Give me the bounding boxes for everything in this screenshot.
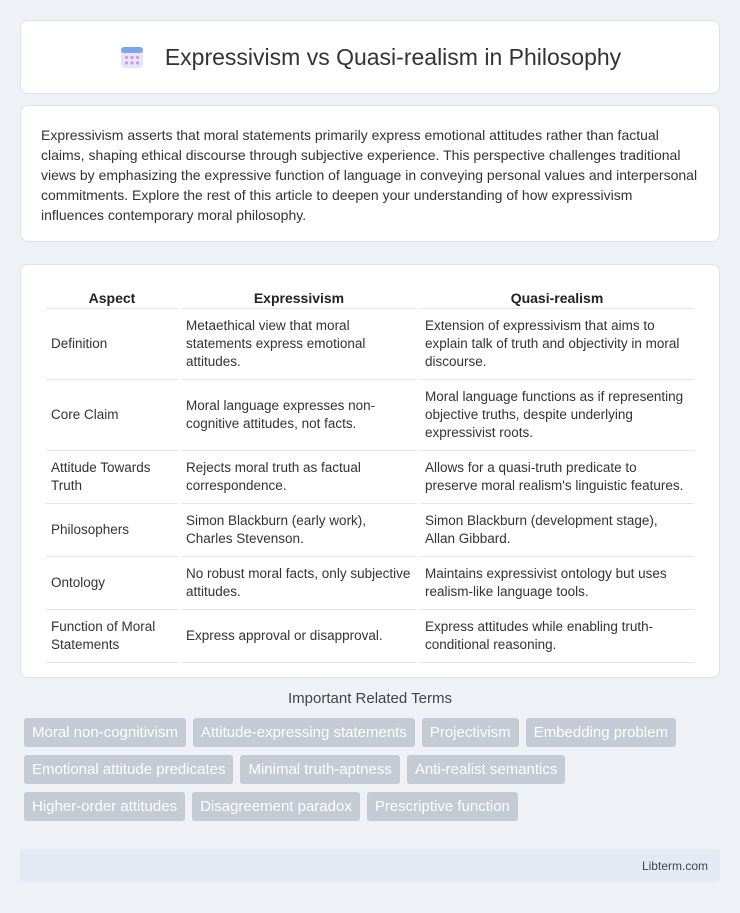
page-title: Expressivism vs Quasi-realism in Philosophy (164, 43, 622, 70)
column-header: Aspect (46, 285, 178, 309)
column-header: Quasi-realism (420, 285, 694, 309)
related-term-tag[interactable]: Embedding problem (526, 718, 676, 747)
table-cell: Allows for a quasi-truth predicate to preserve moral realism's linguistic features. (420, 451, 694, 504)
table-cell: Express approval or disapproval. (181, 610, 417, 663)
footer-site-link[interactable]: Libterm.com (641, 859, 708, 873)
table-cell: Ontology (46, 557, 178, 610)
table-row (46, 610, 694, 663)
table-cell: Express attitudes while enabling truth-conditional reasoning. (420, 610, 694, 663)
intro-text: Expressivism asserts that moral statements primarily express emotional attitudes rather than factual claims, shaping ethical discourse through subjective experience. This perspective challenges traditional views by emphasizing the expressive function of language in conveying personal values and interpersonal commitments. Explore the rest of this article to deepen your understanding of how expressivism influences contemporary moral philosophy. (41, 127, 698, 223)
comparison-table-card (20, 264, 720, 678)
table-cell: Function of Moral Statements (46, 610, 178, 663)
related-term-tag[interactable]: Anti-realist semantics (407, 755, 566, 784)
related-terms-tags (20, 718, 720, 821)
table-row (46, 380, 694, 451)
table-cell: Moral language expresses non-cognitive attitudes, not facts. (181, 380, 417, 451)
table-cell: Definition (46, 309, 178, 380)
table-row (46, 309, 694, 380)
table-row (46, 504, 694, 557)
related-term-tag[interactable]: Projectivism (422, 718, 519, 747)
related-term-tag[interactable]: Disagreement paradox (192, 792, 360, 821)
table-cell: Attitude Towards Truth (46, 451, 178, 504)
table-row (46, 451, 694, 504)
table-cell: Maintains expressivist ontology but uses realism-like language tools. (420, 557, 694, 610)
footer (20, 849, 720, 882)
table-header-row (46, 285, 694, 309)
table-cell: Simon Blackburn (development stage), Allan Gibbard. (420, 504, 694, 557)
table-row (46, 557, 694, 610)
related-term-tag[interactable]: Minimal truth-aptness (240, 755, 399, 784)
column-header: Expressivism (181, 285, 417, 309)
related-term-tag[interactable]: Emotional attitude predicates (24, 755, 233, 784)
header-card (20, 20, 720, 94)
table-cell: Rejects moral truth as factual correspondence. (181, 451, 417, 504)
related-terms-section (20, 690, 720, 821)
intro-card (20, 105, 720, 242)
table-cell: Metaethical view that moral statements express emotional attitudes. (181, 309, 417, 380)
comparison-table (43, 285, 697, 663)
table-cell: Simon Blackburn (early work), Charles Stevenson. (181, 504, 417, 557)
related-term-tag[interactable]: Higher-order attitudes (24, 792, 185, 821)
table-cell: No robust moral facts, only subjective attitudes. (181, 557, 417, 610)
table-cell: Moral language functions as if representing objective truths, despite underlying expressivist roots. (420, 380, 694, 451)
related-term-tag[interactable]: Prescriptive function (367, 792, 518, 821)
related-term-tag[interactable]: Moral non-cognitivism (24, 718, 186, 747)
related-term-tag[interactable]: Attitude-expressing statements (193, 718, 415, 747)
table-cell: Core Claim (46, 380, 178, 451)
table-cell: Extension of expressivism that aims to explain talk of truth and objectivity in moral discourse. (420, 309, 694, 380)
table-cell: Philosophers (46, 504, 178, 557)
calendar-icon (119, 44, 145, 70)
related-terms-title: Important Related Terms (288, 690, 452, 707)
